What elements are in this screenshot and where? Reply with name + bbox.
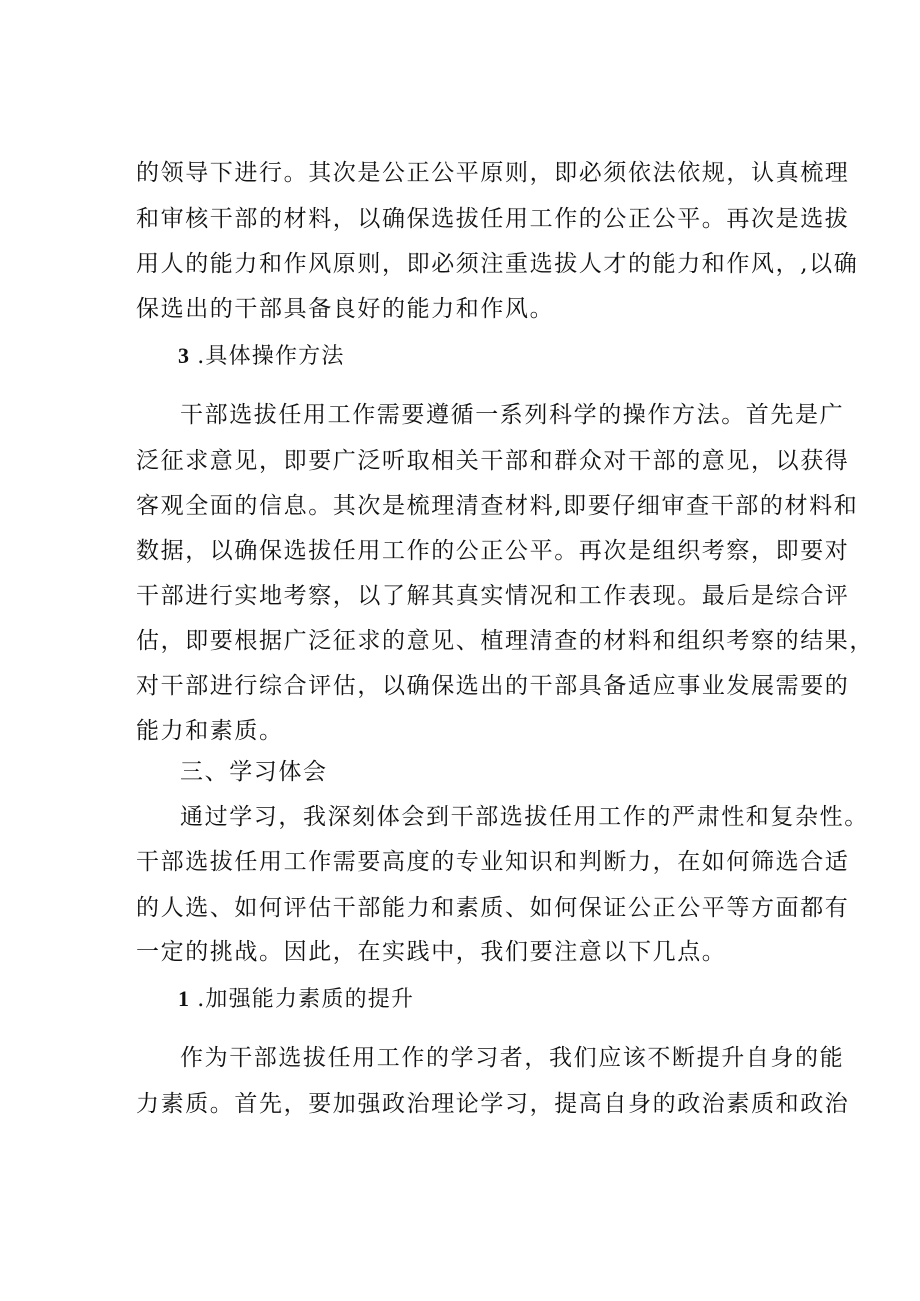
para2-line-8: 能力和素质。: [136, 718, 284, 744]
heading-text: .具体操作方法: [189, 344, 345, 369]
heading-ability-improvement: [178, 984, 414, 1015]
para4-line-1: 作为干部选拔任用工作的学习者，我们应该不断提升自身的能: [180, 1045, 845, 1071]
para1-line-2: 和审核干部的材料，以确保选拔任用工作的公正公平。再次是选拔: [136, 206, 850, 232]
para3-line-3: 的人选、如何评估干部能力和素质、如何保证公正公平等方面都有: [136, 895, 850, 921]
para3-line-4: 一定的挑战。因此，在实践中，我们要注意以下几点。: [136, 939, 727, 965]
para2-line-5: 干部进行实地考察，以了解其真实情况和工作表现。最后是综合评: [136, 583, 850, 609]
para1-line-3: 用人的能力和作风原则，即必须注重选拔人才的能力和作风，,以确: [136, 251, 859, 277]
para2-line-1: 干部选拔任用工作需要遵循一系列科学的操作方法。首先是广: [180, 402, 845, 428]
para2-line-4: 数据，以确保选拔任用工作的公正公平。再次是组织考察，即要对: [136, 538, 850, 564]
heading-operation-methods: [178, 341, 345, 372]
para2-line-2: 泛征求意见，即要广泛听取相关干部和群众对干部的意见，以获得: [136, 448, 850, 474]
para3-line-1: 通过学习，我深刻体会到干部选拔任用工作的严肃性和复杂性。: [180, 804, 869, 830]
section-heading-study-insights: 三、学习体会: [180, 759, 328, 785]
heading-number: 3: [178, 343, 189, 368]
heading-text: .加强能力素质的提升: [189, 987, 415, 1012]
para2-line-3: 客观全面的信息。其次是梳理清查材料,即要仔细审查干部的材料和: [136, 493, 859, 519]
heading-number: 1: [178, 986, 189, 1011]
para4-line-2: 力素质。首先，要加强政治理论学习，提高自身的政治素质和政治: [136, 1091, 850, 1117]
para3-line-2: 干部选拔任用工作需要高度的专业知识和判断力，在如何筛选合适: [136, 849, 850, 875]
para2-line-7: 对干部进行综合评估，以确保选出的干部具备适应事业发展需要的: [136, 673, 850, 699]
para1-line-1: 的领导下进行。其次是公正公平原则，即必须依法依规，认真梳理: [136, 160, 850, 186]
para1-line-4: 保选出的干部具备良好的能力和作风。: [136, 296, 555, 322]
para2-line-6: 估，即要根据广泛征求的意见、植理清查的材料和组织考察的结果，: [136, 628, 874, 654]
